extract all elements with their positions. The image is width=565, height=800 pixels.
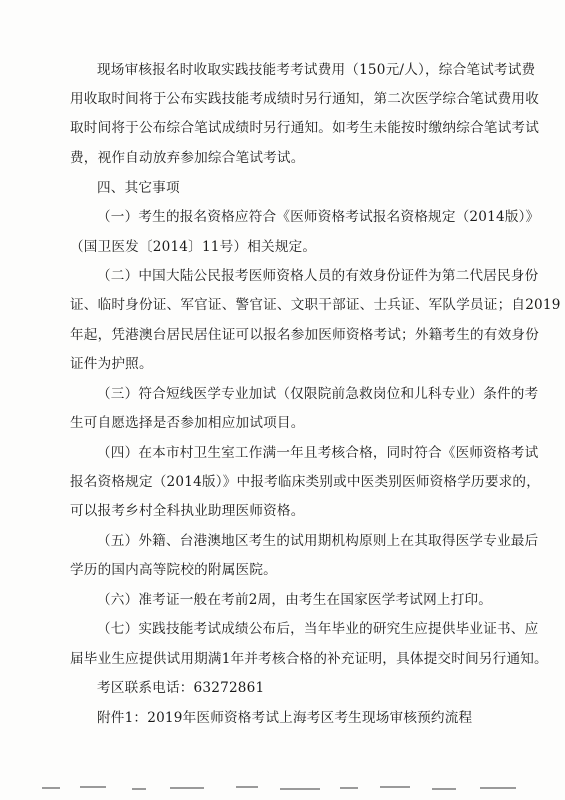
fees-paragraph-line-4: 费，视作自动放弃参加综合笔试考试。	[70, 150, 305, 166]
item-5-line-1: （五）外籍、台港澳地区考生的试用期机构原则上在其取得医学专业最后	[97, 533, 539, 549]
item-5-line-2: 学历的国内高等院校的附属医院。	[70, 562, 277, 578]
item-2-line-2: 证、临时身份证、军官证、警官证、文职干部证、士兵证、军队学员证；自2019	[70, 297, 561, 313]
item-4-line-3: 可以报考乡村全科执业助理医师资格。	[70, 503, 305, 519]
item-4-line-2: 报名资格规定（2014版）》中报考临床类别或中医类别医师资格学历要求的，	[70, 474, 540, 490]
fees-paragraph-line-3: 取时间将于公布综合笔试成绩时另行通知。如考生未能按时缴纳综合笔试考试	[70, 120, 539, 136]
item-3-line-1: （三）符合短线医学专业加试（仅限院前急救岗位和儿科专业）条件的考	[97, 386, 539, 402]
scan-edge-noise	[40, 784, 540, 792]
item-3-line-2: 生可自愿选择是否参加相应加试项目。	[70, 415, 305, 431]
item-2-line-3: 年起，凭港澳台居民居住证可以报名参加医师资格考试；外籍考生的有效身份	[70, 327, 539, 343]
item-7-line-2: 届毕业生应提供试用期满1年并考核合格的补充证明，具体提交时间另行通知。	[70, 651, 548, 667]
item-4-line-1: （四）在本市村卫生室工作满一年且考核合格，同时符合《医师资格考试	[97, 445, 539, 461]
contact-phone: 考区联系电话：63272861	[97, 680, 265, 696]
attachment-line: 附件1：2019年医师资格考试上海考区考生现场审核预约流程	[97, 710, 473, 726]
item-6-line-1: （六）准考证一般在考前2周，由考生在国家医学考试网上打印。	[97, 592, 493, 608]
item-2-line-1: （二）中国大陆公民报考医师资格人员的有效身份证件为第二代居民身份	[97, 268, 539, 284]
item-2-line-4: 证件为护照。	[70, 356, 153, 372]
fees-paragraph-line-1: 现场审核报名时收取实践技能考考试费用（150元/人），综合笔试考试费	[97, 62, 536, 78]
item-1-line-2: （国卫医发〔2014〕11号）相关规定。	[70, 239, 317, 255]
fees-paragraph-line-2: 用收取时间将于公布实践技能考成绩时另行通知，第二次医学综合笔试费用收	[70, 91, 539, 107]
section-heading: 四、其它事项	[97, 180, 180, 196]
item-1-line-1: （一）考生的报名资格应符合《医师资格考试报名资格规定（2014版）》	[97, 209, 540, 225]
item-7-line-1: （七）实践技能考试成绩公布后，当年毕业的研究生应提供毕业证书、应	[97, 621, 539, 637]
